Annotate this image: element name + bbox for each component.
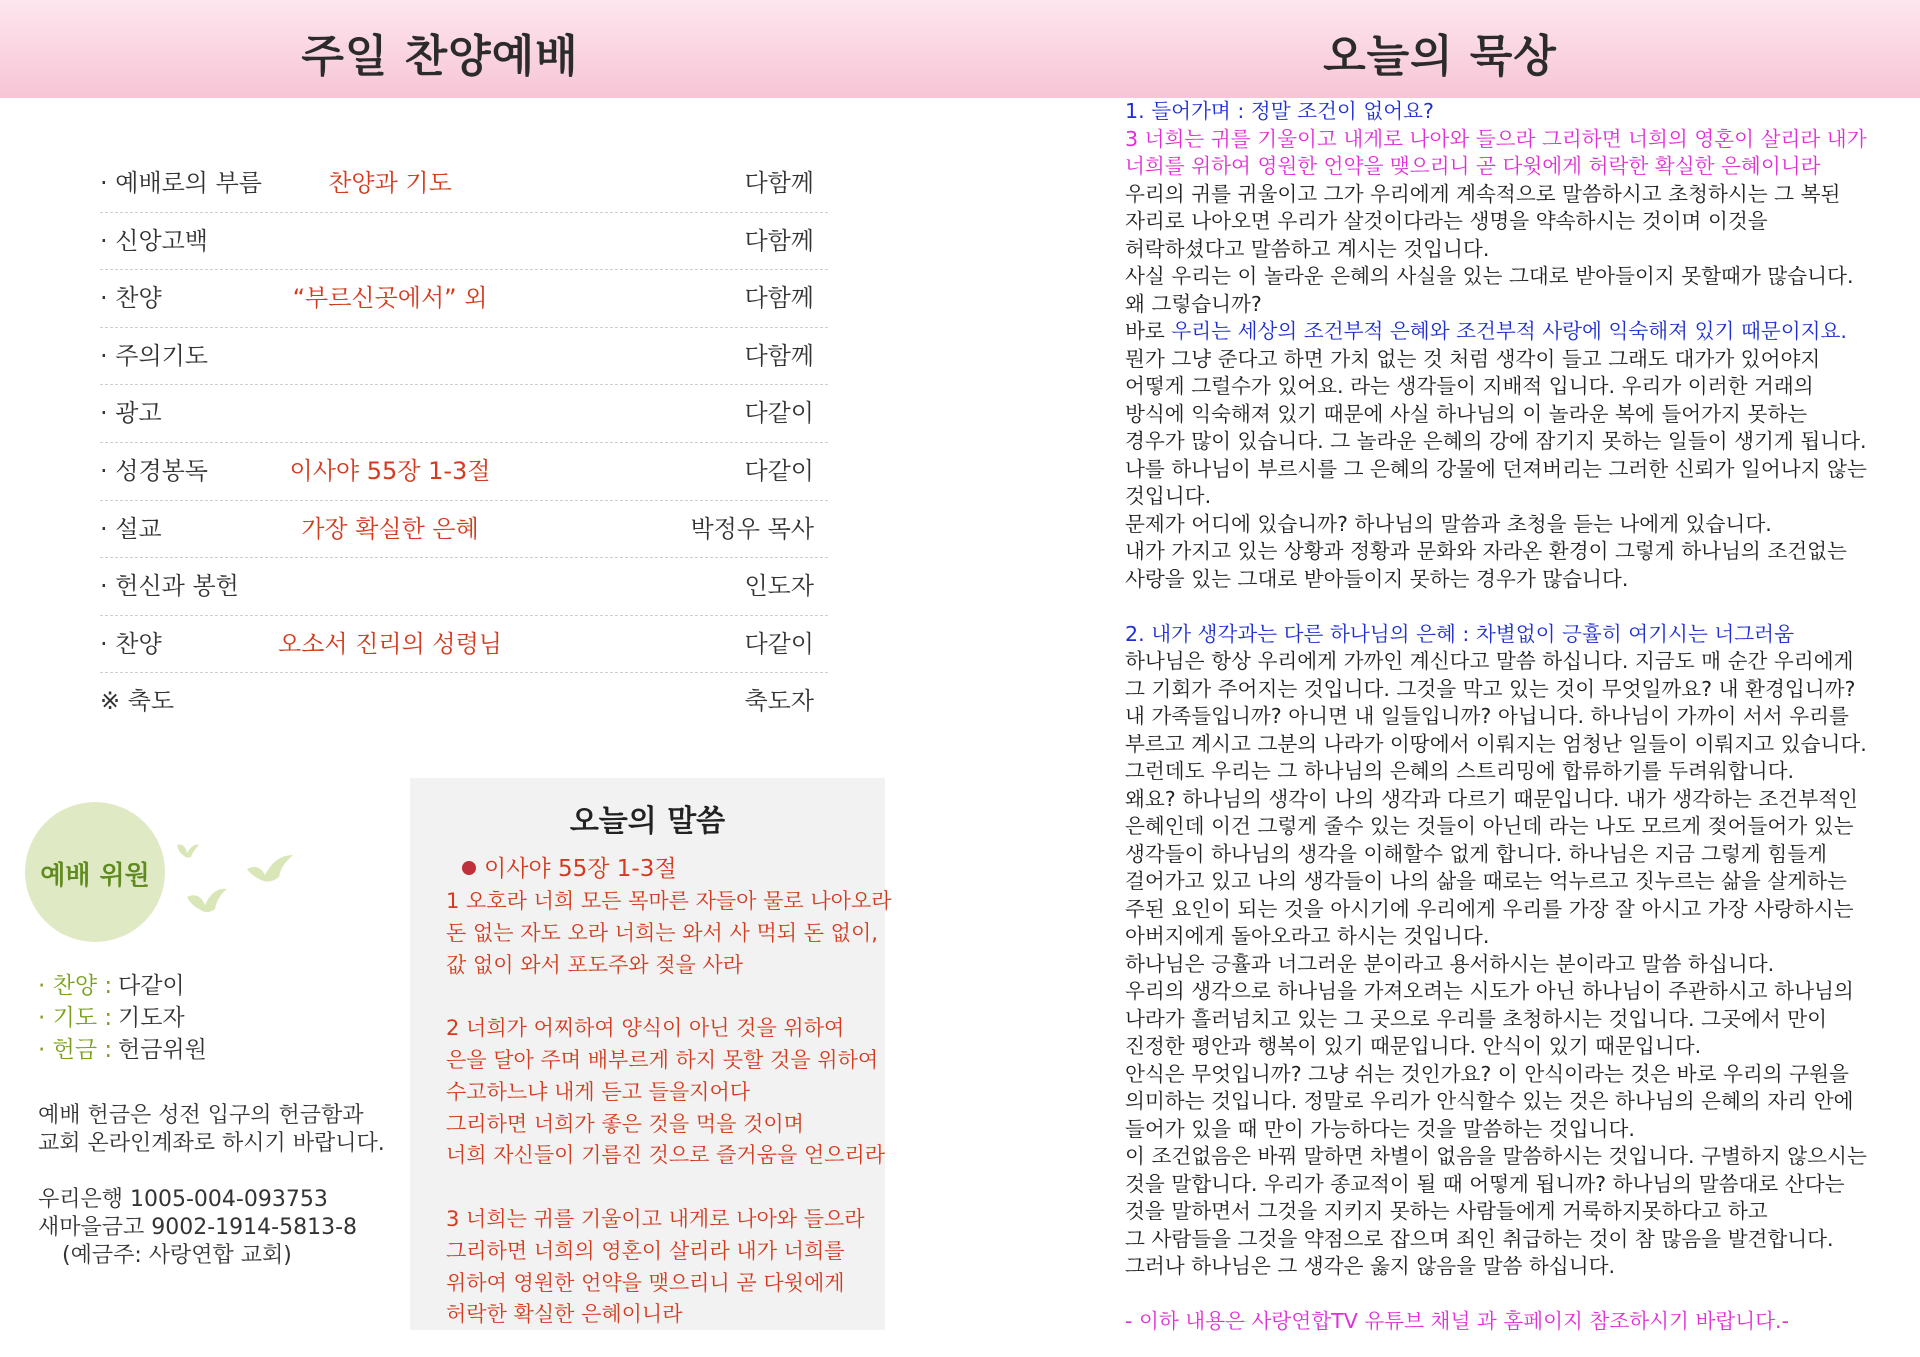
meditation-heading: 2. 내가 생각과는 다른 하나님의 은혜 : 차별없이 긍휼히 여기시는 너그러움 [1125,621,1794,646]
meditation-line: 방식에 익숙해져 있기 때문에 사실 하나님의 이 놀라운 복에 들어가지 못하는 [1125,401,1808,426]
order-row [100,616,828,674]
meditation-line: 내 가족들입니까? 아니면 내 일들입니까? 아닙니다. 하나님이 가까이 서서 우리를 [1125,704,1849,728]
meditation-line: 안식은 무엇입니까? 그냥 쉬는 것인가요? 이 안식이라는 것은 바로 우리의 구원을 [1125,1061,1849,1086]
spacer [1125,593,1915,621]
order-detail: 가장 확실한 은혜 [301,514,479,543]
order-item: · 찬양 [100,284,162,313]
meditation-line: 나를 하나님이 부르시를 그 은혜의 강물에 던져버리는 그러한 신뢰가 일어나지 않는 [1125,456,1867,481]
order-detail: 오소서 진리의 성령님 [278,629,502,658]
dove-icon [175,835,315,925]
order-item: · 찬양 [100,629,162,658]
scripture-line: 1 오호라 너희 모든 목마른 자들아 물로 나아오라 [446,889,892,913]
order-row [100,270,828,328]
meditation-line: 사랑을 있는 그대로 받아들이지 못하는 경우가 많습니다. [1125,566,1629,591]
meditation-highlight: 3 너희는 귀를 기울이고 내게로 나아와 들으라 그리하면 너희의 영혼이 살리라 내가 [1125,126,1867,151]
meditation-line: 그러나 하나님은 그 생각은 옳지 않음을 말씀 하십니다. [1125,1254,1616,1278]
meditation-line: 하나님은 긍휼과 너그러운 분이라고 용서하시는 분이라고 말씀 하십니다. [1125,951,1775,976]
scripture-line: 허락한 확실한 은혜이니라 [446,1302,683,1327]
worship-title: 주일 찬양예배 [301,31,579,82]
order-item: · 주의기도 [100,341,208,370]
meditation-line [1125,318,1915,346]
order-row [100,443,828,501]
scripture-reference [462,850,677,883]
meditation-line: 생각들이 하나님의 생각을 이해할수 없게 합니다. 하나님은 지금 그렇게 힘들게 [1125,841,1828,866]
spacer [446,1172,892,1204]
scripture-line: 그리하면 너희의 영혼이 살리라 내가 너희를 [446,1238,845,1263]
committee-role [38,1034,207,1066]
order-leader: 다함께 [744,284,814,313]
offering-note [38,1102,385,1158]
meditation-line: 그런데도 우리는 그 하나님의 은혜의 스트리밍에 합류하기를 두려워합니다. [1125,759,1795,783]
spacer [1125,1281,1915,1309]
meditation-line: 우리의 생각으로 하나님을 가져오려는 시도가 아닌 하나님이 주관하시고 하나님의 [1125,979,1854,1003]
scripture-text [446,886,892,1331]
meditation-heading: 1. 들어가며 : 정말 조건이 없어요? [1125,99,1434,123]
order-leader: 다같이 [744,629,814,658]
meditation-line: 사실 우리는 이 놀라운 은혜의 사실을 있는 그대로 받아들이지 못할때가 많습니다. [1125,264,1854,288]
order-leader: 다함께 [744,341,814,370]
committee-role [38,1002,207,1034]
order-row [100,385,828,443]
offering-note-line: 교회 온라인계좌로 하시기 바랍니다. [38,1131,385,1156]
order-detail: “부르신곳에서” 외 [292,284,488,313]
scripture-line: 그리하면 너희가 좋은 것을 먹을 것이며 [446,1111,804,1136]
meditation-line: 경우가 많이 있습니다. 그 놀라운 은혜의 강에 잠기지 못하는 일들이 생기게 됩니다. [1125,429,1867,453]
order-row [100,673,828,731]
meditation-emphasis: 우리는 세상의 조건부적 은혜와 조건부적 사랑에 익숙해져 있기 때문이지요. [1171,319,1847,343]
meditation-body [1125,98,1915,1336]
scripture-line: 돈 없는 자도 오라 너희는 와서 사 먹되 돈 없이, [446,920,878,945]
scripture-line: 수고하느냐 내게 듣고 들을지어다 [446,1079,751,1104]
meditation-line: 주된 요인이 되는 것을 아시기에 우리에게 우리를 가장 잘 아시고 가장 사랑하시는 [1125,896,1854,921]
order-leader: 다같이 [744,456,814,485]
role-value: 다같이 [118,973,185,999]
order-row [100,155,828,213]
meditation-line: 왜요? 하나님의 생각이 나의 생각과 다르기 때문입니다. 내가 생각하는 조건부적인 [1125,786,1858,811]
role-label: · 찬양 : [38,973,113,999]
meditation-line: 아버지에게 돌아오라고 하시는 것입니다. [1125,924,1490,948]
meditation-line: 문제가 어디에 있습니까? 하나님의 말씀과 초청을 듣는 나에게 있습니다. [1125,511,1772,536]
meditation-line: 의미하는 것입니다. 정말로 우리가 안식할수 있는 것은 하나님의 은혜의 자리 안에 [1125,1089,1854,1113]
role-value: 기도자 [118,1005,185,1031]
meditation-line: 이 조건없음은 바꿔 말하면 차별이 없음을 말씀하시는 것입니다. 구별하지 않으시는 [1125,1144,1867,1168]
meditation-line: 하나님은 항상 우리에게 가까인 계신다고 말씀 하십니다. 지금도 매 순간 우리에게 [1125,649,1854,673]
role-value: 헌금위원 [118,1037,207,1063]
bullet-icon [462,861,476,875]
today-word-title: 오늘의 말씀 [569,804,726,839]
order-item: · 헌신과 봉헌 [100,572,239,601]
header-band [0,0,1920,98]
role-label: · 기도 : [38,1005,113,1031]
order-leader: 다함께 [744,169,814,197]
order-detail: 찬양과 기도 [328,169,452,197]
meditation-title: 오늘의 묵상 [1323,31,1557,82]
meditation-text: 바로 [1125,319,1172,343]
spacer [446,981,892,1013]
meditation-line: 것입니다. [1125,484,1212,508]
order-leader: 다함께 [744,226,814,255]
meditation-highlight: - 이하 내용은 사랑연합TV 유튜브 채널 과 홈페이지 참조하시기 바랍니다.- [1125,1309,1790,1333]
bank-account-saemaeul: 새마을금고 9002-1914-5813-8 [38,1215,358,1240]
committee-roles [38,970,207,1066]
scripture-reference-text: 이사야 55장 1-3절 [484,856,677,882]
meditation-highlight: 너희를 위하여 영원한 언약을 맺으리니 곧 다윗에게 허락한 확실한 은혜이니라 [1125,154,1821,178]
order-item: · 신앙고백 [100,226,208,255]
bank-info [38,1186,357,1270]
role-label: · 헌금 : [38,1037,113,1063]
order-of-service [100,155,828,731]
scripture-line: 위하여 영원한 언약을 맺으리니 곧 다윗에게 [446,1270,845,1295]
bank-account-woori: 우리은행 1005-004-093753 [38,1187,328,1212]
order-item: · 예배로의 부름 [100,169,262,197]
today-word-box [410,778,892,1330]
order-item: · 성경봉독 [100,456,208,485]
offering-note-line: 예배 헌금은 성전 입구의 헌금함과 [38,1103,364,1128]
order-item: ※ 축도 [100,687,175,716]
order-leader: 축도자 [744,687,814,716]
meditation-line: 그 사람들을 그것을 약점으로 잡으며 죄인 취급하는 것이 참 많음을 발견합니다. [1125,1226,1834,1251]
order-item: · 설교 [100,514,162,543]
meditation-line: 우리의 귀를 귀울이고 그가 우리에게 계속적으로 말씀하시고 초청하시는 그 복된 [1125,181,1841,206]
scripture-line: 2 너희가 어찌하여 양식이 아닌 것을 위하여 [446,1016,845,1041]
meditation-line: 내가 가지고 있는 상황과 정황과 문화와 자라온 환경이 그렇게 하나님의 조건없는 [1125,539,1847,563]
order-leader: 다같이 [744,399,814,428]
meditation-line: 부르고 계시고 그분의 나라가 이땅에서 이뤄지는 엄청난 일들이 이뤄지고 있습니다. [1125,731,1867,756]
scripture-line: 3 너희는 귀를 기울이고 내게로 나아와 들으라 [446,1206,865,1231]
order-row [100,213,828,271]
account-holder: (예금주: 사랑연합 교회) [62,1243,292,1268]
meditation-line: 허락하셨다고 말씀하고 계시는 것입니다. [1125,236,1490,261]
meditation-line: 나라가 흘러넘치고 있는 그 곳으로 우리를 초청하시는 것입니다. 그곳에서 만이 [1125,1006,1828,1031]
meditation-line: 어떻게 그럴수가 있어요. 라는 생각들이 지배적 입니다. 우리가 이러한 거래의 [1125,374,1814,398]
order-row [100,328,828,386]
committee-title: 예배 위원 [40,861,150,891]
meditation-line: 왜 그렇습니까? [1125,291,1262,316]
scripture-line: 은을 달아 주며 배부르게 하지 못할 것을 위하여 [446,1047,879,1072]
order-row [100,558,828,616]
meditation-line: 자리로 나아오면 우리가 살것이다라는 생명을 약속하시는 것이며 이것을 [1125,209,1768,233]
order-leader: 박정우 목사 [690,514,814,543]
meditation-line: 뭔가 그냥 준다고 하면 가치 없는 것 처럼 생각이 들고 그래도 대가가 있어야지 [1125,346,1821,371]
scripture-line: 값 없이 와서 포도주와 젖을 사라 [446,952,744,977]
order-item: · 광고 [100,399,162,428]
meditation-line: 것을 말합니다. 우리가 종교적이 될 때 어떻게 됩니까? 하나님의 말씀대로 산다는 [1125,1171,1845,1196]
order-leader: 인도자 [744,572,814,601]
meditation-line: 들어가 있을 때 만이 가능하다는 것을 말씀하는 것입니다. [1125,1116,1635,1141]
meditation-line: 그 기회가 주어지는 것입니다. 그것을 막고 있는 것이 무엇일까요? 내 환경입니까? [1125,676,1856,701]
order-row [100,501,828,559]
meditation-line: 걸어가고 있고 나의 생각들이 나의 삶을 때로는 억누르고 짓누르는 삶을 살게하는 [1125,869,1847,893]
meditation-line: 은혜인데 이건 그렇게 줄수 있는 것들이 아닌데 라는 나도 모르게 젖어들어가 있는 [1125,814,1854,838]
scripture-line: 너희 자신들이 기름진 것으로 즐거움을 얻으리라 [446,1143,886,1168]
committee-role [38,970,207,1002]
order-detail: 이사야 55장 1-3절 [289,456,491,485]
meditation-line: 것을 말하면서 그것을 지키지 못하는 사람들에게 거룩하지못하다고 하고 [1125,1199,1768,1223]
meditation-line: 진정한 평안과 행복이 있기 때문입니다. 안식이 있기 때문입니다. [1125,1034,1702,1058]
